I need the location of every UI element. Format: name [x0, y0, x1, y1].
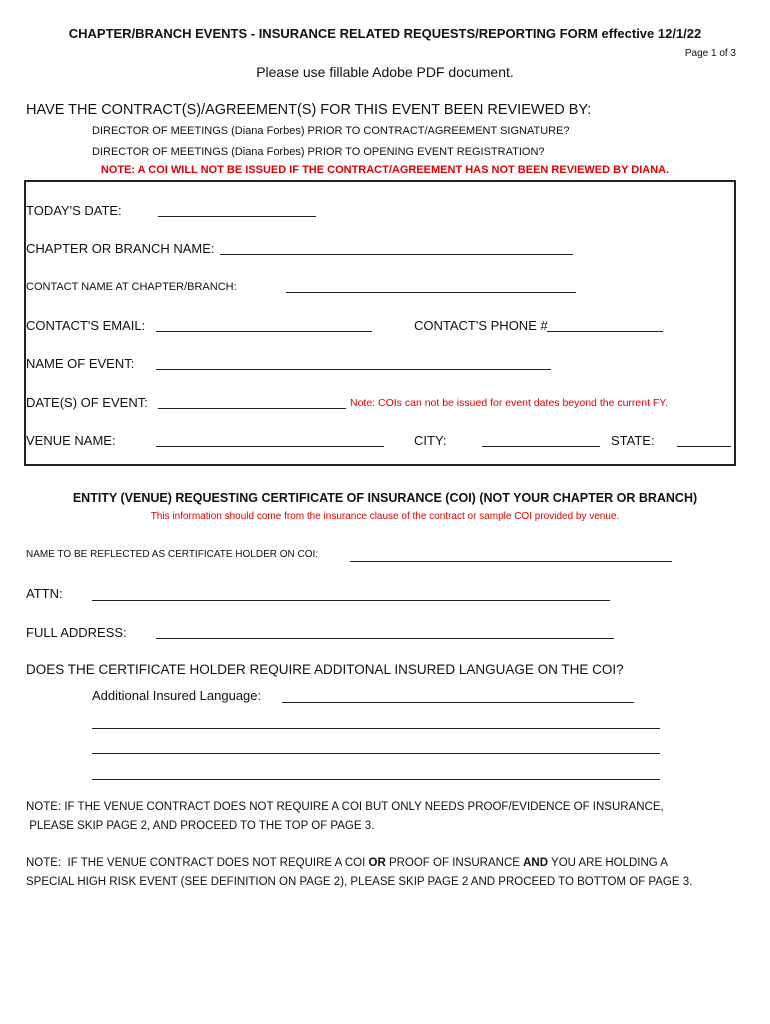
full-address-field[interactable] — [156, 626, 614, 639]
event-name-label: NAME OF EVENT: — [26, 356, 135, 371]
venue-name-field[interactable] — [156, 434, 384, 447]
attn-label: ATTN: — [26, 586, 63, 601]
note-high-risk-or: OR — [368, 857, 386, 869]
review-heading: HAVE THE CONTRACT(S)/AGREEMENT(S) FOR THIS EVENT BEEN REVIEWED BY: — [26, 102, 592, 118]
entity-subheading: This information should come from the insurance clause of the contract or sample COI provided by venue. — [150, 511, 620, 522]
event-dates-label: DATE(S) OF EVENT: — [26, 395, 148, 410]
event-name-field[interactable] — [156, 357, 551, 370]
state-label: STATE: — [611, 433, 655, 448]
page-number: Page 1 of 3 — [684, 48, 736, 59]
additional-insured-question: DOES THE CERTIFICATE HOLDER REQUIRE ADDITONAL INSURED LANGUAGE ON THE COI? — [26, 662, 624, 677]
event-dates-note: Note: COIs can not be issued for event dates beyond the current FY. — [350, 397, 668, 409]
note-high-risk-text-a: NOTE: IF THE VENUE CONTRACT DOES NOT REQUIRE A COI — [26, 857, 369, 869]
full-address-label: FULL ADDRESS: — [26, 625, 127, 640]
contact-email-label: CONTACT'S EMAIL: — [26, 318, 146, 333]
review-warning-note: NOTE: A COI WILL NOT BE ISSUED IF THE CONTRACT/AGREEMENT HAS NOT BEEN REVIEWED BY DIANA. — [100, 164, 670, 176]
contact-phone-field[interactable] — [547, 319, 663, 332]
attn-field[interactable] — [92, 588, 610, 601]
note-high-risk-and: AND — [523, 857, 549, 869]
fillable-instruction: Please use fillable Adobe PDF document. — [256, 64, 514, 80]
note-high-risk-line1 — [26, 857, 668, 869]
city-label: CITY: — [414, 433, 447, 448]
review-question-registration: DIRECTOR OF MEETINGS (Diana Forbes) PRIOR TO OPENING EVENT REGISTRATION? — [92, 146, 545, 158]
additional-insured-line-3[interactable] — [92, 741, 660, 754]
state-field[interactable] — [677, 434, 731, 447]
contact-name-label: CONTACT NAME AT CHAPTER/BRANCH: — [26, 281, 237, 293]
additional-insured-line-4[interactable] — [92, 767, 660, 780]
city-field[interactable] — [482, 434, 600, 447]
todays-date-field[interactable] — [158, 204, 316, 217]
note-high-risk-text-c: YOU ARE HOLDING A — [548, 857, 668, 869]
entity-heading: ENTITY (VENUE) REQUESTING CERTIFICATE OF INSURANCE (COI) (NOT YOUR CHAPTER OR BRANCH) — [72, 491, 698, 505]
chapter-name-field[interactable] — [220, 242, 573, 255]
chapter-name-label: CHAPTER OR BRANCH NAME: — [26, 241, 215, 256]
certificate-holder-label: NAME TO BE REFLECTED AS CERTIFICATE HOLDER ON COI: — [26, 549, 319, 560]
note-high-risk-line2: SPECIAL HIGH RISK EVENT (SEE DEFINITION ON PAGE 2), PLEASE SKIP PAGE 2 AND PROCEED TO BOTTOM OF PAGE 3. — [26, 876, 693, 888]
contact-phone-label: CONTACT'S PHONE # — [414, 318, 548, 333]
todays-date-label: TODAY'S DATE: — [26, 203, 122, 218]
contact-email-field[interactable] — [156, 319, 372, 332]
additional-insured-line-2[interactable] — [92, 716, 660, 729]
note-proof-of-insurance-line2: PLEASE SKIP PAGE 2, AND PROCEED TO THE TOP OF PAGE 3. — [26, 820, 375, 832]
venue-name-label: VENUE NAME: — [26, 433, 116, 448]
form-title: CHAPTER/BRANCH EVENTS - INSURANCE RELATED REQUESTS/REPORTING FORM effective 12/1/22 — [68, 26, 702, 41]
note-high-risk-text-b: PROOF OF INSURANCE — [385, 857, 524, 869]
note-proof-of-insurance-line1: NOTE: IF THE VENUE CONTRACT DOES NOT REQUIRE A COI BUT ONLY NEEDS PROOF/EVIDENCE OF INSURANCE, — [26, 801, 664, 813]
review-question-signature: DIRECTOR OF MEETINGS (Diana Forbes) PRIOR TO CONTRACT/AGREEMENT SIGNATURE? — [92, 125, 570, 137]
contact-name-field[interactable] — [286, 280, 576, 293]
additional-insured-label: Additional Insured Language: — [92, 688, 262, 703]
event-dates-field[interactable] — [158, 396, 346, 409]
additional-insured-field[interactable] — [282, 690, 634, 703]
certificate-holder-field[interactable] — [350, 549, 672, 562]
